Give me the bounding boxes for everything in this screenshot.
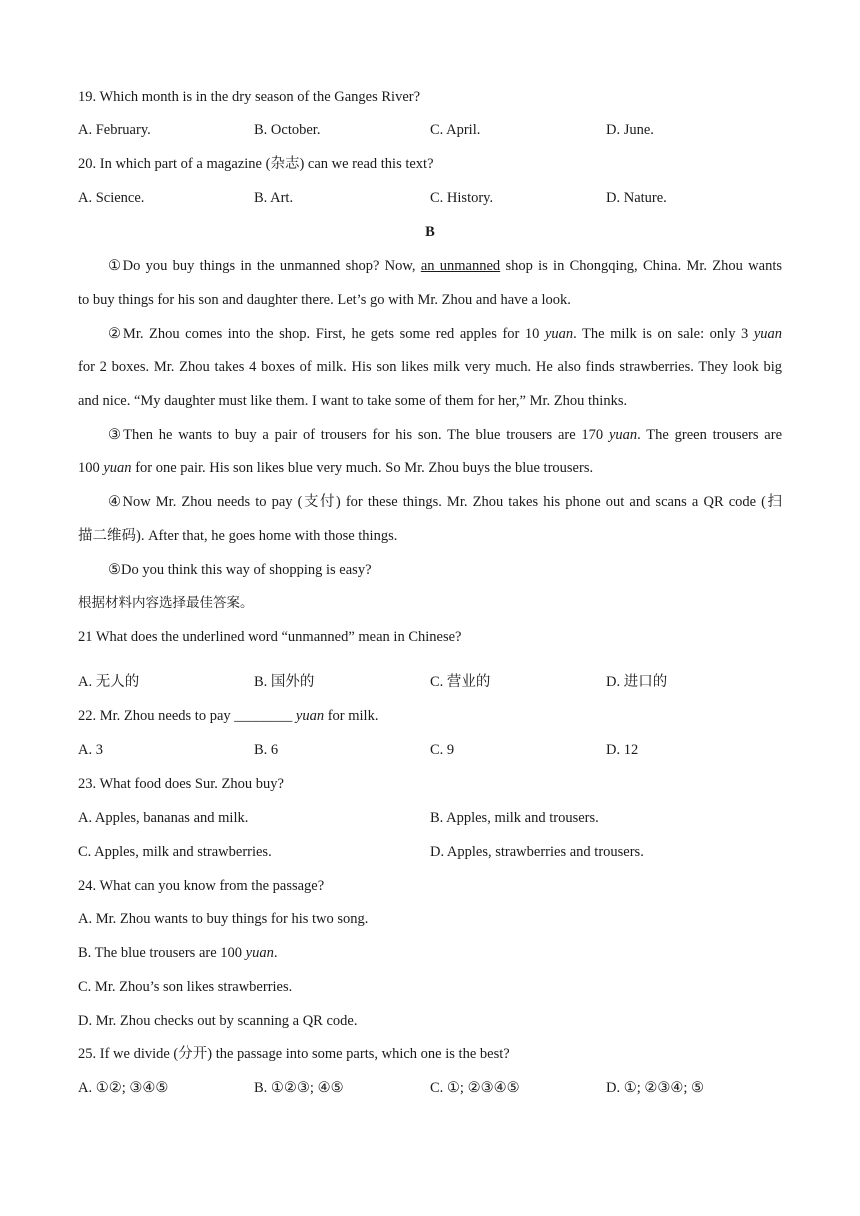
q20-option-d: D. Nature.: [606, 190, 667, 206]
paragraph-4-line-2: 描二维码). After that, he goes home with those things.: [78, 528, 398, 544]
q25-option-c: C. ①; ②③④⑤: [430, 1080, 520, 1096]
q20-option-c: C. History.: [430, 190, 494, 206]
paragraph-2-line-2: for 2 boxes. Mr. Zhou takes 4 boxes of milk. His son likes milk very much. He also finds strawberries. They look big: [78, 359, 782, 375]
q20-option-b: B. Art.: [254, 190, 294, 206]
q19-option-c: C. April.: [430, 122, 481, 138]
question-23: 23. What food does Sur. Zhou buy?: [78, 776, 284, 792]
q22-option-d: D. 12: [606, 742, 639, 758]
q23-option-b: B. Apples, milk and trousers.: [430, 810, 599, 826]
q22-option-a: A. 3: [78, 742, 103, 758]
paragraph-2-line-1: ②Mr. Zhou comes into the shop. First, he gets some red apples for 10 yuan. The milk is on sale: only 3 yuan: [108, 326, 782, 342]
q25-option-b: B. ①②③; ④⑤: [254, 1080, 344, 1096]
q24-option-d: D. Mr. Zhou checks out by scanning a QR code.: [78, 1013, 358, 1029]
q24-option-a: A. Mr. Zhou wants to buy things for his two song.: [78, 911, 369, 927]
q23-option-d: D. Apples, strawberries and trousers.: [430, 844, 644, 860]
q21-option-d: D. 进口的: [606, 674, 668, 690]
q19-option-b: B. October.: [254, 122, 321, 138]
q25-option-a: A. ①②; ③④⑤: [78, 1080, 169, 1096]
q21-option-b: B. 国外的: [254, 674, 315, 690]
section-heading: B: [425, 224, 435, 240]
paragraph-4-line-1: ④Now Mr. Zhou needs to pay (支付) for these things. Mr. Zhou takes his phone out and scans a QR code (扫: [108, 494, 782, 510]
question-22: 22. Mr. Zhou needs to pay ________ yuan for milk.: [78, 708, 379, 724]
q24-option-b: B. The blue trousers are 100 yuan.: [78, 945, 278, 961]
q25-option-d: D. ①; ②③④; ⑤: [606, 1080, 705, 1096]
q19-option-a: A. February.: [78, 122, 151, 138]
q23-option-c: C. Apples, milk and strawberries.: [78, 844, 272, 860]
question-20: 20. In which part of a magazine (杂志) can we read this text?: [78, 156, 434, 172]
q19-option-d: D. June.: [606, 122, 654, 138]
paragraph-1-line-2: to buy things for his son and daughter there. Let’s go with Mr. Zhou and have a look.: [78, 292, 571, 308]
q22-option-c: C. 9: [430, 742, 455, 758]
q20-option-a: A. Science.: [78, 190, 145, 206]
q21-option-a: A. 无人的: [78, 674, 140, 690]
instruction: 根据材料内容选择最佳答案。: [78, 595, 254, 611]
underlined-phrase: an unmanned: [420, 258, 501, 274]
paragraph-1-line-1: ①Do you buy things in the unmanned shop? Now, an unmanned shop is in Chongqing, China. Mr. Zhou wants: [108, 258, 782, 274]
paragraph-2-line-3: and nice. “My daughter must like them. I want to take some of them for her,” Mr. Zhou thinks.: [78, 393, 628, 409]
paragraph-5: ⑤Do you think this way of shopping is easy?: [108, 562, 372, 578]
q21-option-c: C. 营业的: [430, 674, 491, 690]
question-24: 24. What can you know from the passage?: [78, 878, 325, 894]
question-25: 25. If we divide (分开) the passage into some parts, which one is the best?: [78, 1046, 510, 1062]
q23-option-a: A. Apples, bananas and milk.: [78, 810, 249, 826]
paragraph-3-line-2: 100 yuan for one pair. His son likes blue very much. So Mr. Zhou buys the blue trousers.: [78, 460, 594, 476]
q24-option-c: C. Mr. Zhou’s son likes strawberries.: [78, 979, 293, 995]
q22-option-b: B. 6: [254, 742, 279, 758]
question-19: 19. Which month is in the dry season of the Ganges River?: [78, 89, 421, 105]
question-21: 21 What does the underlined word “unmanned” mean in Chinese?: [78, 629, 462, 645]
paragraph-3-line-1: ③Then he wants to buy a pair of trousers for his son. The blue trousers are 170 yuan. The green trousers are: [108, 427, 783, 443]
